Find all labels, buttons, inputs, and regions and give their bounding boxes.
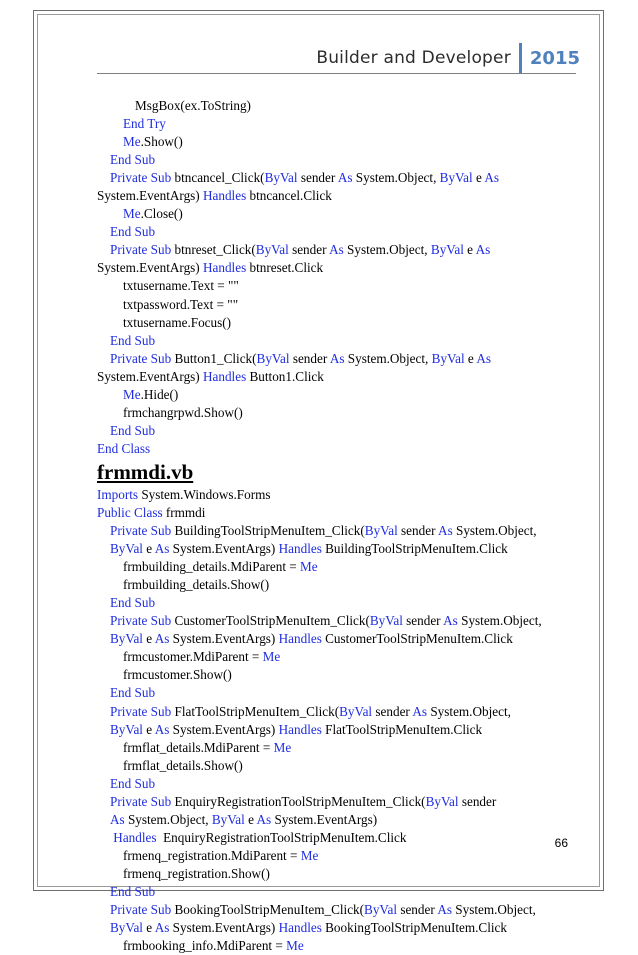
code-keyword: ByVal <box>431 350 465 366</box>
code-text: sender <box>297 170 338 186</box>
code-keyword: ByVal <box>430 242 464 258</box>
code-keyword: ByVal <box>339 703 373 719</box>
code-keyword: End Sub <box>110 883 156 899</box>
code-text: frmflat_details.MdiParent = <box>123 739 274 755</box>
code-keyword: Private Sub <box>110 170 172 186</box>
code-keyword: Me <box>123 134 141 150</box>
code-keyword: End Sub <box>110 422 156 438</box>
code-text: sender <box>372 703 413 719</box>
code-block-top <box>97 97 557 458</box>
code-text: CustomerToolStripMenuItem_Click( <box>171 613 370 629</box>
code-line <box>97 793 557 811</box>
section-heading: frmmdi.vb <box>97 459 194 484</box>
code-text: System.Object, <box>427 703 511 719</box>
code-text: System.EventArgs) <box>271 811 378 827</box>
code-text: .Show() <box>140 134 183 150</box>
code-line <box>97 169 557 187</box>
code-keyword: ByVal <box>110 920 143 936</box>
code-line <box>97 937 557 955</box>
code-line <box>97 368 557 386</box>
code-line <box>97 865 557 883</box>
code-keyword: Imports <box>97 486 139 502</box>
code-keyword: ByVal <box>256 350 290 366</box>
code-keyword: As <box>337 170 353 186</box>
code-text: frmbuilding_details.Show() <box>123 577 270 593</box>
code-text: e <box>463 242 476 258</box>
code-text: System.Object, <box>352 170 440 186</box>
code-text: txtpassword.Text = "" <box>123 296 239 312</box>
code-line <box>97 648 557 666</box>
code-line <box>97 504 557 522</box>
code-text: Button1_Click( <box>171 350 257 366</box>
header-title: Builder and Developer <box>316 48 511 68</box>
code-keyword: End Sub <box>110 332 156 348</box>
code-keyword: ByVal <box>110 721 143 737</box>
code-keyword: Me <box>300 559 318 575</box>
code-keyword: Handles <box>110 829 157 845</box>
page-number: 66 <box>554 836 568 850</box>
code-line <box>97 721 557 739</box>
code-listing <box>97 97 557 955</box>
code-keyword: Me <box>273 739 292 755</box>
code-text: System.EventArgs) <box>97 188 203 204</box>
code-text: System.EventArgs) <box>169 920 279 936</box>
code-text: EnquiryRegistrationToolStripMenuItem.Click <box>156 829 407 845</box>
code-keyword: End Class <box>97 440 151 456</box>
code-text: BookingToolStripMenuItem_Click( <box>171 902 365 918</box>
code-keyword: Handles <box>278 631 322 647</box>
code-text: e <box>244 811 257 827</box>
code-keyword: As <box>484 170 500 186</box>
page-header <box>316 43 580 73</box>
code-keyword: Me <box>123 386 141 402</box>
code-block-bottom <box>97 486 557 955</box>
code-keyword: ByVal <box>425 793 459 809</box>
code-line <box>97 241 557 259</box>
code-keyword: Handles <box>278 920 322 936</box>
code-line <box>97 440 557 458</box>
code-keyword: End Sub <box>110 775 156 791</box>
code-line <box>97 901 557 919</box>
code-keyword: As <box>154 541 170 557</box>
code-line <box>97 386 557 404</box>
code-keyword: As <box>110 811 125 827</box>
code-keyword: End Sub <box>110 595 156 611</box>
code-keyword: Me <box>300 847 319 863</box>
code-keyword: Private Sub <box>110 902 172 918</box>
code-line <box>97 612 557 630</box>
code-text: e <box>472 170 485 186</box>
code-line <box>97 205 557 223</box>
code-keyword: As <box>443 613 458 629</box>
code-keyword: Private Sub <box>110 242 172 258</box>
code-text: System.Object, <box>124 811 212 827</box>
code-text: frmcustomer.MdiParent = <box>123 649 263 665</box>
code-line <box>97 296 557 314</box>
code-keyword: ByVal <box>255 242 289 258</box>
code-text: frmenq_registration.Show() <box>123 865 270 881</box>
code-text: e <box>142 541 155 557</box>
code-keyword: ByVal <box>211 811 245 827</box>
code-keyword: As <box>329 242 344 258</box>
code-line <box>97 97 557 115</box>
code-keyword: Private Sub <box>110 613 172 629</box>
code-keyword: End Sub <box>110 224 156 240</box>
code-keyword: ByVal <box>439 170 473 186</box>
code-line <box>97 187 557 205</box>
code-keyword: As <box>154 920 170 936</box>
code-line <box>97 522 557 540</box>
code-line <box>97 630 557 648</box>
code-line <box>97 151 557 169</box>
code-text: e <box>142 920 155 936</box>
code-keyword: As <box>412 703 428 719</box>
code-line <box>97 684 557 702</box>
code-line <box>97 350 557 368</box>
code-keyword: Private Sub <box>110 350 172 366</box>
code-line <box>97 332 557 350</box>
code-line <box>97 314 557 332</box>
code-keyword: End Try <box>123 116 166 132</box>
code-text: System.EventArgs) <box>169 721 279 737</box>
code-text: BuildingToolStripMenuItem_Click( <box>171 523 365 539</box>
code-keyword: End Sub <box>110 685 156 701</box>
code-text: System.Object, <box>343 242 431 258</box>
code-line <box>97 703 557 721</box>
code-keyword: ByVal <box>110 541 143 557</box>
code-keyword: Handles <box>278 721 322 737</box>
code-text: btncancel.Click <box>246 188 332 204</box>
code-line <box>97 133 557 151</box>
code-line <box>97 223 557 241</box>
code-line <box>97 775 557 793</box>
code-text: frmcustomer.Show() <box>123 667 232 683</box>
code-text: frmbuilding_details.MdiParent = <box>123 559 301 575</box>
code-text: frmenq_registration.MdiParent = <box>123 847 301 863</box>
code-line <box>97 739 557 757</box>
code-keyword: As <box>154 721 170 737</box>
code-line <box>97 259 557 277</box>
code-keyword: Handles <box>202 260 247 276</box>
code-keyword: As <box>437 902 452 918</box>
code-keyword: As <box>438 523 453 539</box>
code-text: e <box>142 631 155 647</box>
code-line <box>97 422 557 440</box>
code-keyword: Me <box>123 206 141 222</box>
code-text: System.Object, <box>344 350 432 366</box>
code-keyword: ByVal <box>364 523 398 539</box>
code-text: txtusername.Text = "" <box>123 278 239 294</box>
code-text: sender <box>288 242 330 258</box>
code-text: FlatToolStripMenuItem.Click <box>321 721 483 737</box>
code-line <box>97 576 557 594</box>
code-text: System.Windows.Forms <box>138 486 271 502</box>
code-keyword: Private Sub <box>110 523 172 539</box>
code-keyword: Handles <box>278 541 322 557</box>
code-text: System.Object, <box>457 613 542 629</box>
code-keyword: Private Sub <box>110 703 172 719</box>
code-text: CustomerToolStripMenuItem.Click <box>321 631 513 647</box>
code-text: btncancel_Click( <box>171 170 265 186</box>
code-text: btnreset.Click <box>246 260 324 276</box>
code-text: .Hide() <box>140 386 179 402</box>
header-divider <box>519 43 522 73</box>
code-line <box>97 594 557 612</box>
code-keyword: Me <box>286 938 304 954</box>
code-text: sender <box>397 902 438 918</box>
code-keyword: As <box>475 242 491 258</box>
code-keyword: As <box>476 350 491 366</box>
code-text: System.EventArgs) <box>97 368 203 384</box>
code-line <box>97 540 557 558</box>
code-keyword: Private Sub <box>110 793 172 809</box>
code-keyword: End Sub <box>110 152 156 168</box>
code-keyword: Handles <box>202 368 247 384</box>
code-keyword: Handles <box>202 188 247 204</box>
code-text: System.EventArgs) <box>169 631 279 647</box>
code-keyword: As <box>154 631 170 647</box>
code-line <box>97 666 557 684</box>
code-keyword: ByVal <box>364 902 398 918</box>
code-text: sender <box>402 613 444 629</box>
code-text: System.EventArgs) <box>169 541 279 557</box>
code-text: Button1.Click <box>246 368 324 384</box>
code-line <box>97 558 557 576</box>
code-line <box>97 919 557 937</box>
code-keyword: ByVal <box>264 170 298 186</box>
code-text: frmbooking_info.MdiParent = <box>123 938 287 954</box>
code-line <box>97 811 557 829</box>
code-line <box>97 404 557 422</box>
code-keyword: ByVal <box>110 631 143 647</box>
code-text: sender <box>289 350 330 366</box>
code-keyword: Me <box>262 649 281 665</box>
code-text: e <box>142 721 155 737</box>
code-text: txtusername.Focus() <box>123 314 232 330</box>
code-keyword: ByVal <box>369 613 403 629</box>
code-text: EnquiryRegistrationToolStripMenuItem_Click( <box>171 793 426 809</box>
code-line <box>97 829 557 847</box>
code-line <box>97 883 557 901</box>
code-text: sender <box>458 793 497 809</box>
header-rule <box>97 73 576 74</box>
code-text: frmflat_details.Show() <box>123 757 243 773</box>
code-text: .Close() <box>140 206 183 222</box>
code-text: btnreset_Click( <box>171 242 256 258</box>
code-line <box>97 847 557 865</box>
code-text: MsgBox(ex.ToString) <box>135 98 251 113</box>
header-year: 2015 <box>529 47 580 69</box>
code-text: System.Object, <box>452 523 537 539</box>
code-keyword: As <box>256 811 272 827</box>
code-text: System.EventArgs) <box>97 260 203 276</box>
code-text: e <box>464 350 477 366</box>
code-line <box>97 115 557 133</box>
code-text: sender <box>397 523 439 539</box>
code-line <box>97 277 557 295</box>
code-text: BookingToolStripMenuItem.Click <box>321 920 508 936</box>
code-text: BuildingToolStripMenuItem.Click <box>321 541 508 557</box>
code-text: System.Object, <box>451 902 536 918</box>
code-text: frmmdi <box>162 504 206 520</box>
code-text: frmchangrpwd.Show() <box>123 404 243 420</box>
code-text: FlatToolStripMenuItem_Click( <box>171 703 340 719</box>
code-line <box>97 757 557 775</box>
code-keyword: Public Class <box>97 504 163 520</box>
code-line <box>97 486 557 504</box>
code-keyword: As <box>329 350 345 366</box>
